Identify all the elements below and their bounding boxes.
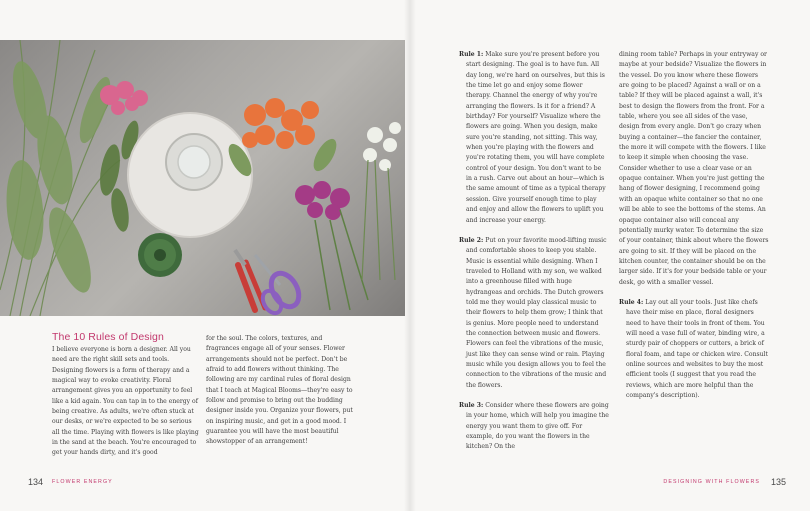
intro-paragraph: I believe everyone is born a designer. All you need are the right skill sets and tools. Designing flowers is a form of therapy and a magical way to evoke creativity. Floral arrangement gives you an opportunity to feel like a kid again. You can tap in to the energy of being creative. As adults, we're often stuck at our desks, or we're expected to be so serious all the time. Playing with flowers is like playing in the sand at the beach. You're encouraged to get your hands dirty, and it's good xyxy=(52,346,199,457)
rule-3-text: Consider where these flowers are going in your home, which will help you imagine the energy you want them to give off. For example, do you want the flowers in the kitchen? On the xyxy=(466,402,609,451)
right-column-1 xyxy=(459,50,609,453)
right-page-number: 135 xyxy=(770,477,786,487)
rule-3 xyxy=(459,401,609,453)
left-column-1 xyxy=(52,345,199,459)
rule-1-label: Rule 1: xyxy=(459,51,484,58)
section-heading: The 10 Rules of Design xyxy=(52,331,164,343)
rule-4-label: Rule 4: xyxy=(619,298,644,306)
rule-4-text: Lay out all your tools. Just like chefs have their mise en place, floral designers need to have their tools in front of them. You will need a vase full of water, binding wire, a sturdy pair of choppers or cutters, a brick of floral foam, and tape or chicken wire. Consult online sources and websites to buy the most efficient tools (I suggest that you read the reviews, which are more helpful than the company's description). xyxy=(626,298,768,399)
rule-2-label: Rule 2: xyxy=(459,236,484,244)
right-running-head: DESIGNING WITH FLOWERS xyxy=(663,479,760,485)
rule-1-text: Make sure you're present before you start designing. The goal is to have fun. All day long, we're hard on ourselves, but this is the time let go and enjoy some flower therapy. Channel the energy of why you're arranging the flowers. Is it for a friend? A birthday? For yourself? Visualize where the flowers are going. When you design, make sure you're standing, not sitting. This way, when you're playing with the flowers and you're rotating them, you will have complete control of your design. You don't want to be in a rush. Carve out about an hour—which is the same amount of time as a typical therapy session. Give yourself enough time to play and enjoy and allow the flowers to uplift you and increase your energy. xyxy=(466,51,606,224)
flower-workspace-photo xyxy=(0,40,405,316)
rule-4 xyxy=(619,298,769,401)
rule-1 xyxy=(459,50,609,226)
book-gutter xyxy=(404,0,416,511)
rule-2 xyxy=(459,236,609,391)
rule-2-text: Put on your favorite mood-lifting music and comfortable shoes to keep you stable. Music is essential while designing. When I traveled to Holland with my son, we walked into a greenhouse filled with huge hydrangeas and orchids. The Dutch growers told me they would play classical music to their flowers to help them grow; I think that is genius. More people need to understand the connection between music and flowers. Flowers can feel the vibrations of the music, just like they can sense wind or rain. Playing music while you design allows you to feel the connection to the vibrations of the music and the flowers. xyxy=(466,236,607,389)
intro-paragraph-continued: for the soul. The colors, textures, and fragrances engage all of your senses. Flower arrangements should not be perfect. Don't be afraid to add flowers without thinking. The following are my cardinal rules of floral design that I teach at Magical Blooms—they're easy to follow and promise to bring out the budding designer inside you. Organize your flowers, put on inspiring music, and get in a good mood. I guarantee you will have the most beautiful showstopper of an arrangement! xyxy=(206,335,353,446)
right-column-2 xyxy=(619,50,769,401)
rule-3-continued: dining room table? Perhaps in your entryway or maybe at your bedside? Visualize the flowers in the vessel. Do you know where these flowers are going to be placed? Against a wall or on a table? If they will be placed against a wall, it's best to design the flowers from the front. For a table, where you see all sides of the vase, design from every angle. Don't go crazy when buying a container—the fancier the container, the more it will compete with the flowers. I like to keep it simple when choosing the vase. Consider whether to use a clear vase or an opaque container. When you're just getting the hang of flower designing, I recommend going with an opaque white container so that no one will be able to see the bottoms of the stems. An opaque container also will conceal any potentially murky water. To determine the size of your container, think about where the flowers are going to sit. If they will be placed on the kitchen counter, the container should be on the larger side. If it's for your bedside table or your desk, go with a smaller vessel. xyxy=(619,51,769,286)
rule-3-label: Rule 3: xyxy=(459,402,484,409)
left-column-2 xyxy=(206,334,353,448)
left-running-head: FLOWER ENERGY xyxy=(52,479,113,485)
photo-illustration xyxy=(0,40,405,316)
left-page-number: 134 xyxy=(28,477,44,487)
